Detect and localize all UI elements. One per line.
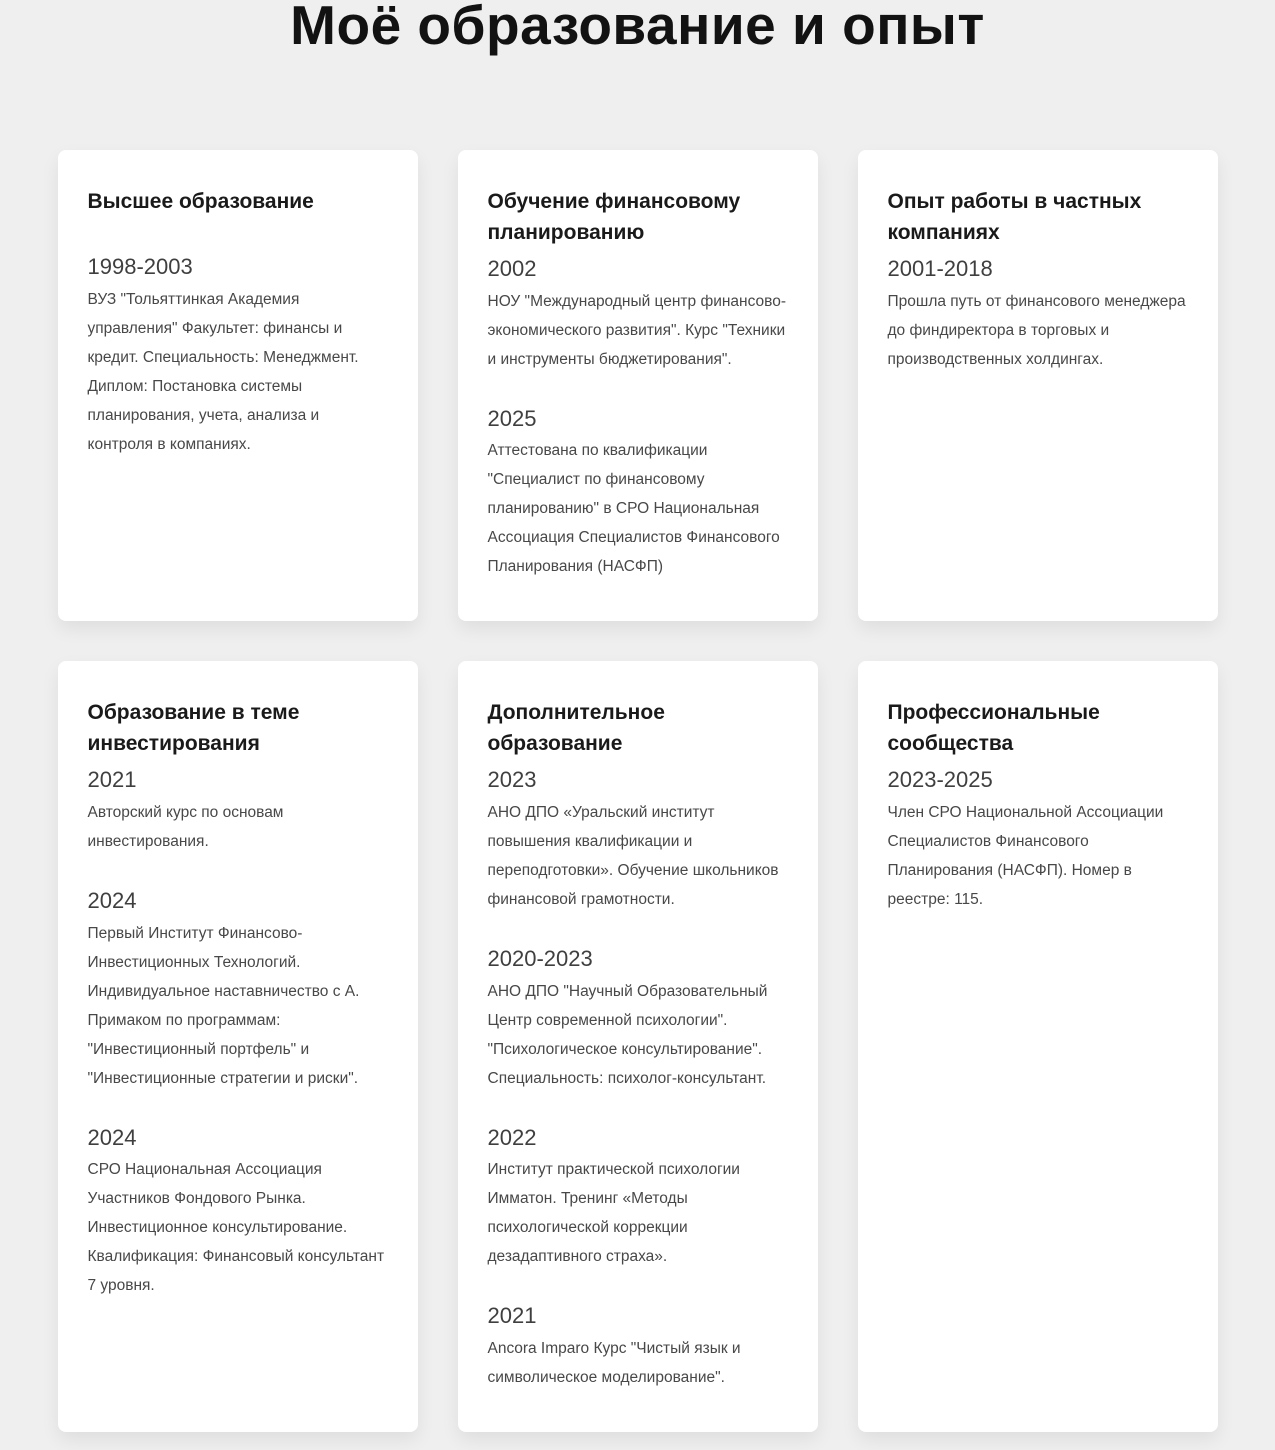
entry-text: НОУ "Международный центр финансово-экономического развития". Курс "Техники и инструменты бюджетирования".: [487, 292, 786, 368]
entries: [88, 765, 388, 1300]
card-title: Образование в теме инвестирования: [87, 701, 300, 756]
entry-year: 1998-2003: [87, 254, 193, 279]
entry-year: 2021: [487, 1303, 537, 1329]
education-entry: [88, 252, 388, 459]
education-entry: [488, 1123, 788, 1272]
page-title: Моё образование и опыт: [290, 0, 985, 56]
entries: [88, 252, 388, 459]
entry-year: 2023: [487, 767, 537, 793]
entry-year: 2022: [487, 1124, 537, 1150]
entry-year: 2023-2025: [887, 767, 993, 793]
entry-text: Ancora Imparo Курс "Чистый язык и символическое моделирование".: [487, 1340, 741, 1387]
education-entry: [488, 1301, 788, 1392]
entry-text: Институт практической психологии Имматон. Тренинг «Методы психологической коррекции дезадаптивного страха».: [487, 1161, 740, 1266]
entry-text: АНО ДПО «Уральский институт повышения квалификации и переподготовки». Обучение школьников финансовой грамотности.: [487, 804, 779, 909]
education-entry: [488, 254, 788, 374]
entry-text: Член СРО Национальной Ассоциации Специалистов Финансового Планирования (НАСФП). Номер в реестре: 115.: [887, 804, 1164, 909]
entry-year: 2002: [487, 256, 537, 281]
entry-year: 2001-2018: [887, 256, 993, 281]
education-entry: [88, 765, 388, 856]
education-entry: [488, 944, 788, 1093]
education-entry: [488, 404, 788, 582]
entries: [888, 254, 1188, 374]
entry-text: Авторский курс по основам инвестирования.: [87, 804, 284, 851]
entry-year: 2020-2023: [487, 946, 593, 972]
card-title: Обучение финансовому планированию: [487, 190, 741, 244]
entry-text: Первый Институт Финансово-Инвестиционных Технологий. Индивидуальное наставничество с А. Примаком по программам: "Инвестиционный портфель" и "Инвестиционные стратегии и риски".: [87, 924, 360, 1087]
entry-year: 2025: [487, 405, 537, 431]
card-higher-education: [58, 150, 418, 621]
entry-year: 2024: [87, 1124, 137, 1150]
entry-text: Прошла путь от финансового менеджера до финдиректора в торговых и производственных холдингах.: [887, 292, 1186, 368]
card-title: Высшее образование: [87, 190, 314, 213]
entry-text: СРО Национальная Ассоциация Участников Фондового Рынка. Инвестиционное консультирование. Квалификация: Финансовый консультант 7 уровня.: [87, 1161, 385, 1295]
entries: [888, 765, 1188, 914]
entry-year: 2021: [87, 767, 137, 793]
entry-text: АНО ДПО "Научный Образовательный Центр современной психологии". "Психологическое консультирование". Специальность: психолог-консультант.: [487, 982, 768, 1087]
entry-text: ВУЗ "Тольяттинкая Академия управления" Факультет: финансы и кредит. Специальность: Менеджмент. Диплом: Постановка системы планирования, учета, анализа и контроля в компаниях.: [87, 290, 359, 453]
card-title: Дополнительное образование: [487, 701, 665, 756]
entries: [488, 254, 788, 581]
card-financial-planning-training: [458, 150, 818, 621]
membership-entry: [888, 765, 1188, 914]
card-professional-communities: [858, 661, 1218, 1432]
card-title: Профессиональные сообщества: [887, 701, 1100, 756]
entry-text: Аттестована по квалификации "Специалист по финансовому планированию" в СРО Национальная Ассоциация Специалистов Финансового Планирования (НАСФП): [487, 442, 780, 576]
education-entry: [488, 765, 788, 914]
card-investment-education: [58, 661, 418, 1432]
work-experience-entry: [888, 254, 1188, 374]
entries: [488, 765, 788, 1392]
entry-year: 2024: [87, 888, 137, 914]
card-additional-education: [458, 661, 818, 1432]
education-cards-grid: [58, 150, 1218, 1450]
card-title: Опыт работы в частных компаниях: [887, 190, 1142, 244]
education-entry: [88, 886, 388, 1093]
card-private-companies-experience: [858, 150, 1218, 621]
education-entry: [88, 1123, 388, 1301]
